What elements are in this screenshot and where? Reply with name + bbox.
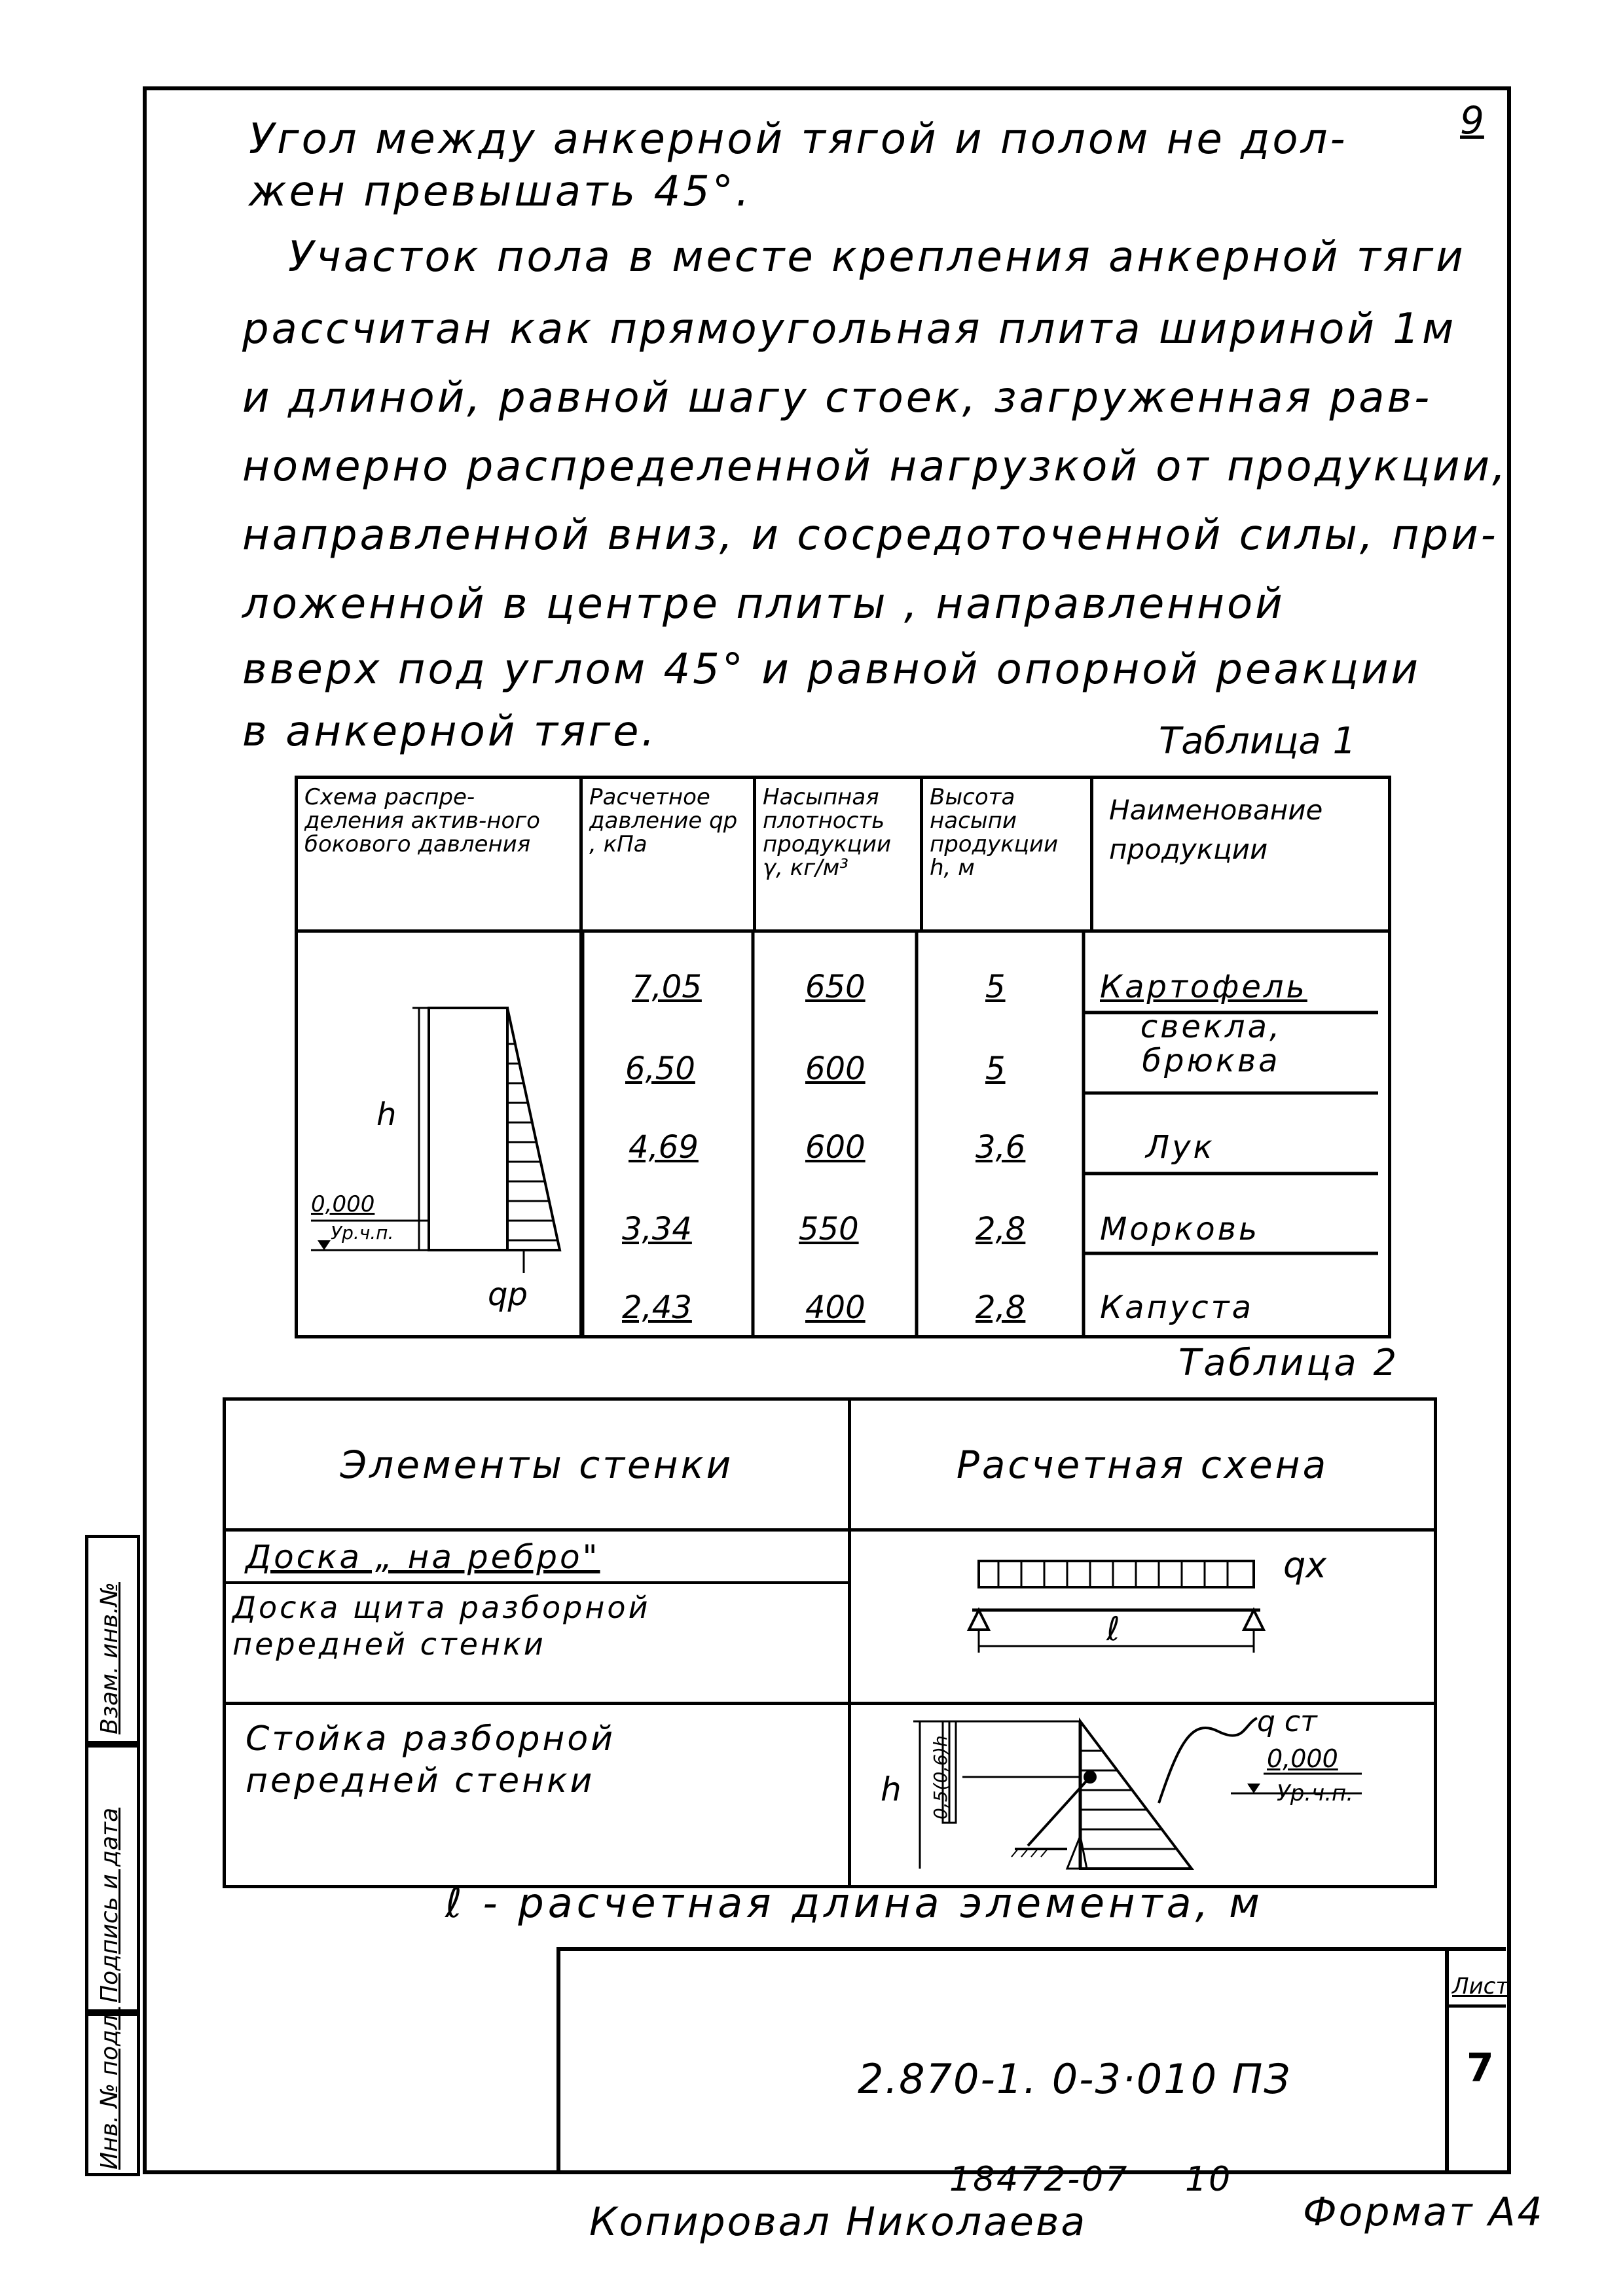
- diagram-q-label: qр: [488, 1276, 528, 1313]
- t2-element-1: Доска „ на ребро": [226, 1532, 848, 1584]
- paragraph-2-line-2: рассчитан как прямоугольная плита шириной 1м: [242, 305, 1457, 353]
- paragraph-2-line-4: номерно распределенной нагрузкой от продукции,: [242, 442, 1508, 491]
- side-stamp-inventory: [85, 2007, 140, 2176]
- beam-q-label: qх: [1283, 1545, 1327, 1586]
- t1-gamma-row1: 650: [805, 969, 866, 1005]
- order-extra: 10: [1185, 2160, 1233, 2199]
- beam-diagram: [851, 1532, 1434, 1705]
- table1-header-pressure: Расчетное давление qр , кПа: [581, 778, 755, 931]
- t1-q-row1: 7,05: [632, 969, 702, 1005]
- footnote: ℓ - расчетная длина элемента, м: [445, 1879, 1264, 1927]
- side-stamp-swap: [85, 1535, 140, 1744]
- table2: [223, 1397, 1437, 1888]
- t1-name-row2: свекла, брюква: [1140, 1009, 1283, 1079]
- table1-caption: Таблица 1: [1159, 720, 1357, 762]
- t1-gamma-row4: 550: [799, 1211, 859, 1247]
- post-dim-label: 0,5(0,6)h: [930, 1735, 951, 1820]
- t1-gamma-row2: 600: [805, 1050, 866, 1087]
- title-block: [556, 1947, 1509, 2173]
- table1-header-name: Наименование продукции: [1092, 778, 1390, 931]
- table1: [295, 776, 1391, 1338]
- t1-q-row3: 4,69: [629, 1129, 699, 1166]
- table1-header-height: Высота насыпи продукции h, м: [922, 778, 1092, 931]
- t1-h-row3: 3,6: [976, 1129, 1026, 1166]
- paragraph-2-line-8: в анкерной тяге.: [242, 708, 657, 756]
- t1-q-row5: 2,43: [622, 1289, 692, 1326]
- t2-element-2: Доска щита разборной передней стенки: [232, 1590, 651, 1662]
- diagram-level-label: Ур.ч.п.: [331, 1222, 394, 1244]
- t1-name-row5: Капуста: [1100, 1289, 1254, 1326]
- order-number: 18472-07: [949, 2160, 1129, 2199]
- t2-element-3: Стойка разборной передней стенки: [246, 1719, 616, 1801]
- paragraph-2-line-5: направленной вниз, и сосредоточенной силы, при-: [242, 511, 1499, 560]
- t1-h-row5: 2,8: [976, 1289, 1026, 1326]
- copied-by: Копировал Николаева: [589, 2199, 1087, 2245]
- table2-row-post: [225, 1704, 850, 1887]
- document-code: 2.870-1. 0-3·010 ПЗ: [858, 2055, 1292, 2103]
- table2-diagram2-cell: [850, 1704, 1436, 1887]
- beam-span-label: ℓ: [1106, 1610, 1120, 1648]
- t1-gamma-row3: 600: [805, 1129, 866, 1166]
- paragraph-2-line-3: и длиной, равной шагу стоек, загруженная рав-: [242, 374, 1432, 422]
- side-label-inventory: Инв. № подл.: [96, 2007, 123, 2170]
- side-stamp-signature: [85, 1744, 140, 2013]
- table2-header-elements: Элементы стенки: [225, 1399, 850, 1530]
- table2-caption: Таблица 2: [1178, 1342, 1400, 1384]
- t1-q-row4: 3,34: [622, 1211, 692, 1247]
- post-level-label: Ур.ч.п.: [1277, 1780, 1354, 1806]
- sheet-label: Лист: [1452, 1973, 1509, 2000]
- diagram-level: 0,000: [311, 1191, 375, 1217]
- t1-name-row3: Лук: [1146, 1129, 1215, 1166]
- post-h-label: h: [881, 1770, 902, 1808]
- table2-header-scheme: Расчетная схена: [850, 1399, 1436, 1530]
- t1-q-row2: 6,50: [625, 1050, 695, 1087]
- post-level: 0,000: [1267, 1744, 1338, 1773]
- post-q-label: q ст: [1257, 1705, 1317, 1738]
- table1-header-scheme: Схема распре-деления актив-ного бокового давления: [297, 778, 581, 931]
- t1-name-row4: Морковь: [1100, 1211, 1260, 1247]
- side-label-swap: Взам. инв.№: [96, 1582, 123, 1734]
- table1-diagram-cell: [297, 931, 581, 1337]
- paragraph-2-line-7: вверх под углом 45° и равной опорной реакции: [242, 645, 1421, 694]
- format-label: Формат А4: [1303, 2189, 1544, 2235]
- table1-values-area: [581, 931, 1390, 1337]
- page-number: 9: [1460, 98, 1484, 143]
- pressure-diagram: [298, 933, 579, 1338]
- t1-h-row4: 2,8: [976, 1211, 1026, 1247]
- table2-row-boards: [225, 1530, 850, 1704]
- t1-h-row2: 5: [985, 1050, 1006, 1087]
- t1-name-row1: Картофель: [1100, 969, 1307, 1005]
- table1-header-density: Насыпная плотность продукции γ, кг/м³: [755, 778, 922, 931]
- t1-h-row1: 5: [985, 969, 1006, 1005]
- t1-gamma-row5: 400: [805, 1289, 866, 1326]
- paragraph-2-line-1: Участок пола в месте крепления анкерной тяги: [288, 233, 1466, 281]
- paragraph-2-line-6: ложенной в центре плиты , направленной: [242, 580, 1285, 628]
- side-label-signature: Подпись и дата: [96, 1807, 123, 2003]
- paragraph-1-line-1: Угол между анкерной тягой и полом не дол-: [249, 115, 1348, 164]
- table2-diagram1-cell: [850, 1530, 1436, 1704]
- sheet-number: 7: [1467, 2045, 1494, 2091]
- diagram-h-label: h: [376, 1096, 397, 1133]
- paragraph-1-line-2: жен превышать 45°.: [249, 168, 752, 216]
